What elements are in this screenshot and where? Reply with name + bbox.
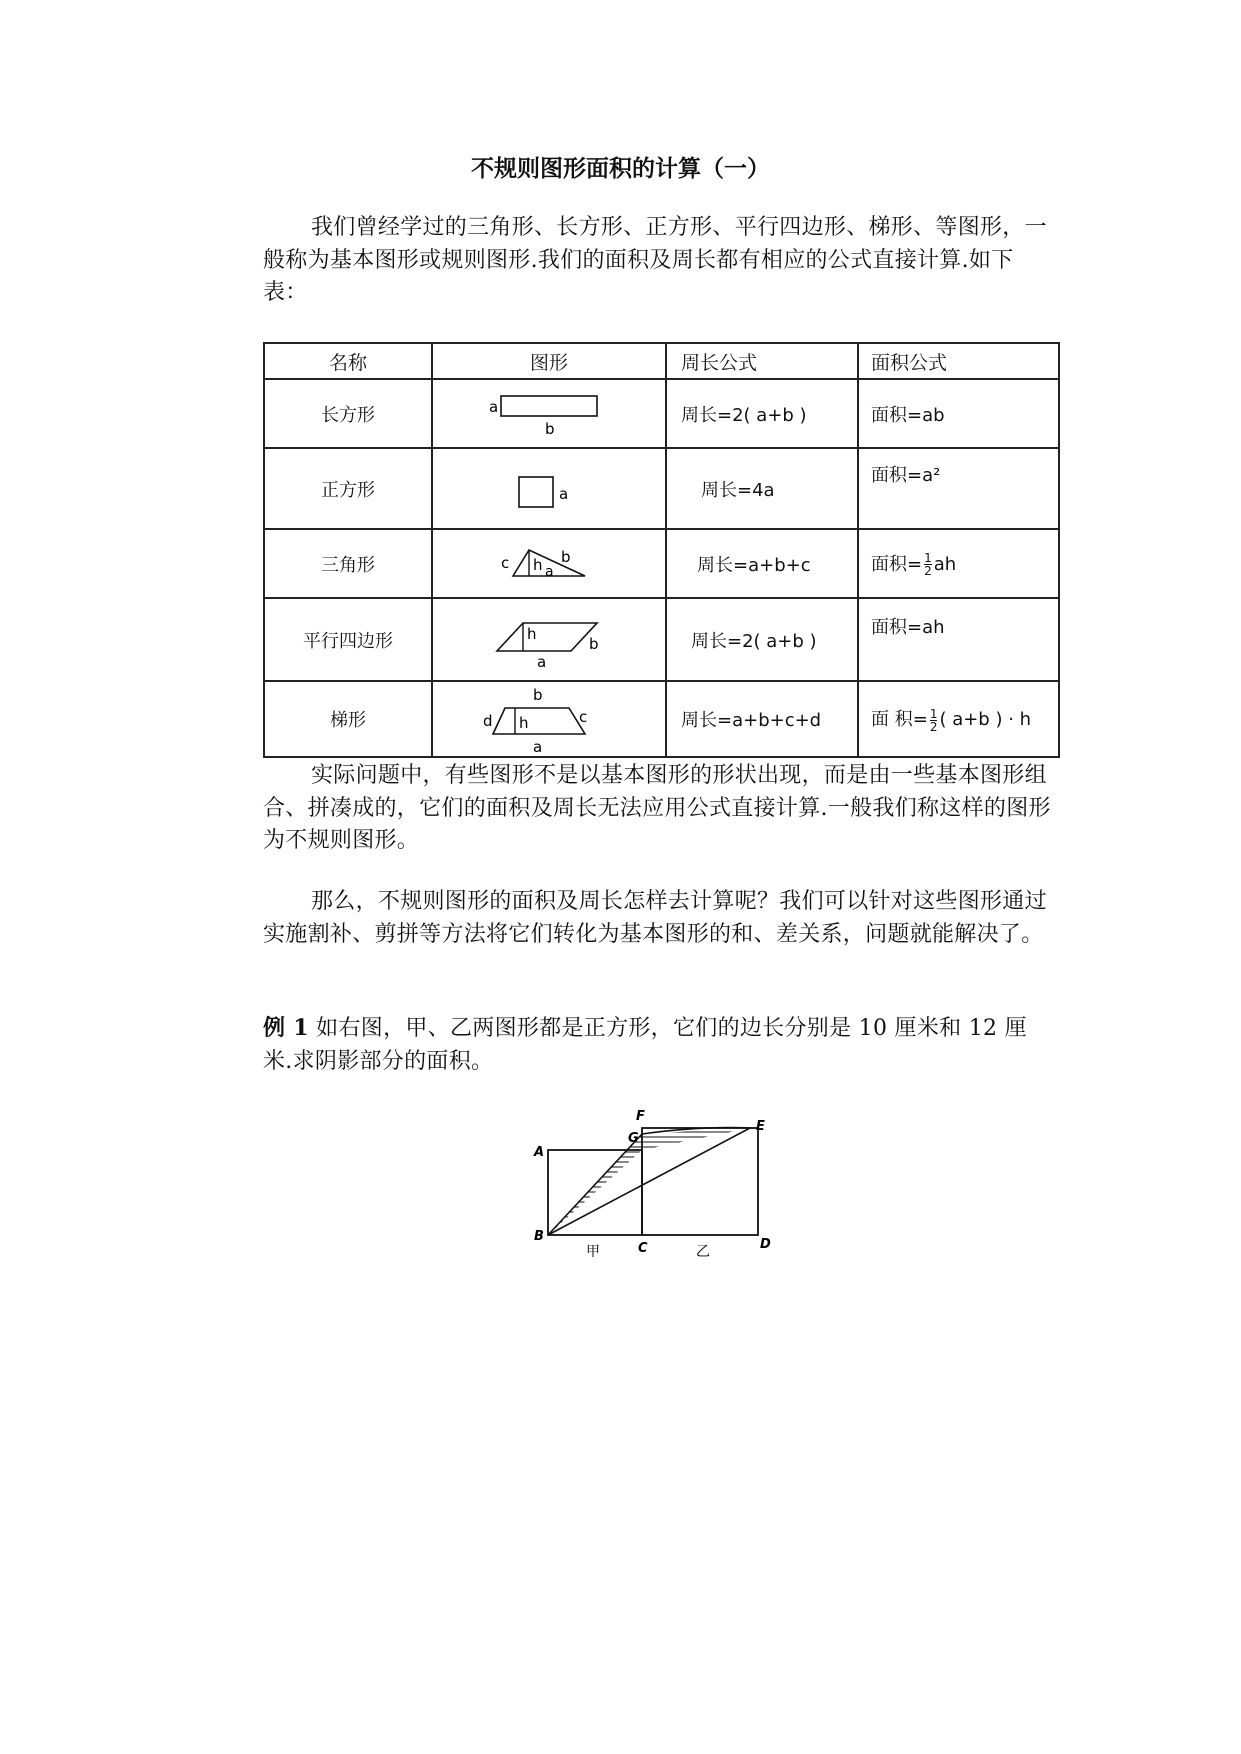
label-h: h: [527, 624, 537, 643]
label-h: h: [519, 714, 529, 732]
trapezoid-figure: [432, 681, 666, 757]
label-C: C: [638, 1241, 648, 1256]
perimeter-formula: 周长=2( a+b ): [666, 379, 858, 448]
fraction-numerator: 1: [929, 706, 938, 721]
label-a: a: [489, 397, 499, 416]
area-formula: [858, 681, 1059, 757]
example-diagram: [530, 1100, 790, 1270]
label-c: c: [579, 708, 588, 726]
header-perimeter: 周长公式: [666, 343, 858, 379]
label-A: A: [534, 1145, 545, 1160]
intro-paragraph: 我们曾经学过的三角形、长方形、正方形、平行四边形、梯形、等图形，一般称为基本图形或规则图形.我们的面积及周长都有相应的公式直接计算.如下表：: [263, 215, 1047, 305]
label-yi: 乙: [696, 1244, 710, 1260]
paragraph-irregular-definition: 实际问题中，有些图形不是以基本图形的形状出现，而是由一些基本图形组合、拼凑成的，它们的面积及周长无法应用公式直接计算.一般我们称这样的图形为不规则图形。: [263, 763, 1051, 853]
example-text: 如右图，甲、乙两图形都是正方形，它们的边长分别是 10 厘米和 12 厘米.求阴影部分的面积。: [263, 1016, 1027, 1074]
label-a: a: [537, 652, 547, 671]
fraction: [930, 708, 938, 733]
label-b: b: [533, 686, 543, 704]
header-figure: 图形: [432, 343, 666, 379]
table-row: [264, 598, 1059, 681]
table-header-row: [264, 343, 1059, 379]
label-c: c: [501, 553, 510, 572]
square-diagram: [449, 459, 649, 519]
label-b: b: [545, 419, 555, 438]
area-formula: 面积=ah: [858, 598, 1059, 681]
shape-name: 正方形: [264, 448, 432, 529]
table-row: [264, 379, 1059, 448]
trapezoid-diagram: [449, 682, 649, 756]
area-suffix: ah: [933, 553, 957, 575]
area-prefix: 面积=: [871, 553, 923, 575]
label-b: b: [589, 634, 599, 653]
table-row: [264, 448, 1059, 529]
label-F: F: [636, 1109, 645, 1124]
square-yi: [642, 1128, 758, 1235]
shape-name: 梯形: [264, 681, 432, 757]
label-jia: 甲: [586, 1244, 600, 1260]
parallelogram-diagram: [449, 609, 649, 671]
label-a: a: [545, 563, 554, 580]
perimeter-formula: 周长=4a: [666, 448, 858, 529]
fraction-denominator: 2: [929, 719, 938, 734]
label-h: h: [533, 555, 543, 574]
label-a: a: [533, 738, 543, 756]
fraction-numerator: 1: [924, 551, 932, 566]
example-1: [263, 1012, 1055, 1078]
header-name: 名称: [264, 343, 432, 379]
example-label: 例 1: [263, 1015, 309, 1041]
triangle-figure: [432, 529, 666, 598]
shape-name: 平行四边形: [264, 598, 432, 681]
label-a: a: [559, 484, 569, 503]
formula-table: [263, 342, 1060, 758]
fraction: [924, 552, 932, 577]
label-G: G: [628, 1131, 639, 1146]
perimeter-formula: 周长=a+b+c+d: [666, 681, 858, 757]
label-D: D: [760, 1237, 771, 1252]
page-title: 不规则图形面积的计算（一）: [471, 156, 770, 182]
square-figure: [432, 448, 666, 529]
label-b: b: [561, 547, 571, 566]
perimeter-formula: 周长=2( a+b ): [666, 598, 858, 681]
fraction-denominator: 2: [924, 564, 932, 579]
paragraph-method: 那么，不规则图形的面积及周长怎样去计算呢？我们可以针对这些图形通过实施割补、剪拼等方法将它们转化为基本图形的和、差关系，问题就能解决了。: [263, 889, 1047, 947]
shape-name: 三角形: [264, 529, 432, 598]
label-d: d: [483, 712, 493, 730]
parallelogram-figure: [432, 598, 666, 681]
label-E: E: [756, 1119, 765, 1134]
perimeter-formula: 周长=a+b+c: [666, 529, 858, 598]
label-B: B: [534, 1229, 544, 1244]
rectangle-figure: [432, 379, 666, 448]
area-prefix: 面 积=: [871, 709, 928, 731]
table-row: [264, 529, 1059, 598]
area-formula: 面积=ab: [858, 379, 1059, 448]
area-suffix: ( a+b ) · h: [939, 709, 1032, 731]
shape-name: 长方形: [264, 379, 432, 448]
formula-table-wrap: [263, 342, 1060, 756]
triangle-diagram: [449, 534, 649, 594]
rectangle-diagram: [449, 384, 649, 444]
header-area: 面积公式: [858, 343, 1059, 379]
area-formula: [858, 529, 1059, 598]
area-formula: 面积=a²: [858, 448, 1059, 529]
table-row: [264, 681, 1059, 757]
